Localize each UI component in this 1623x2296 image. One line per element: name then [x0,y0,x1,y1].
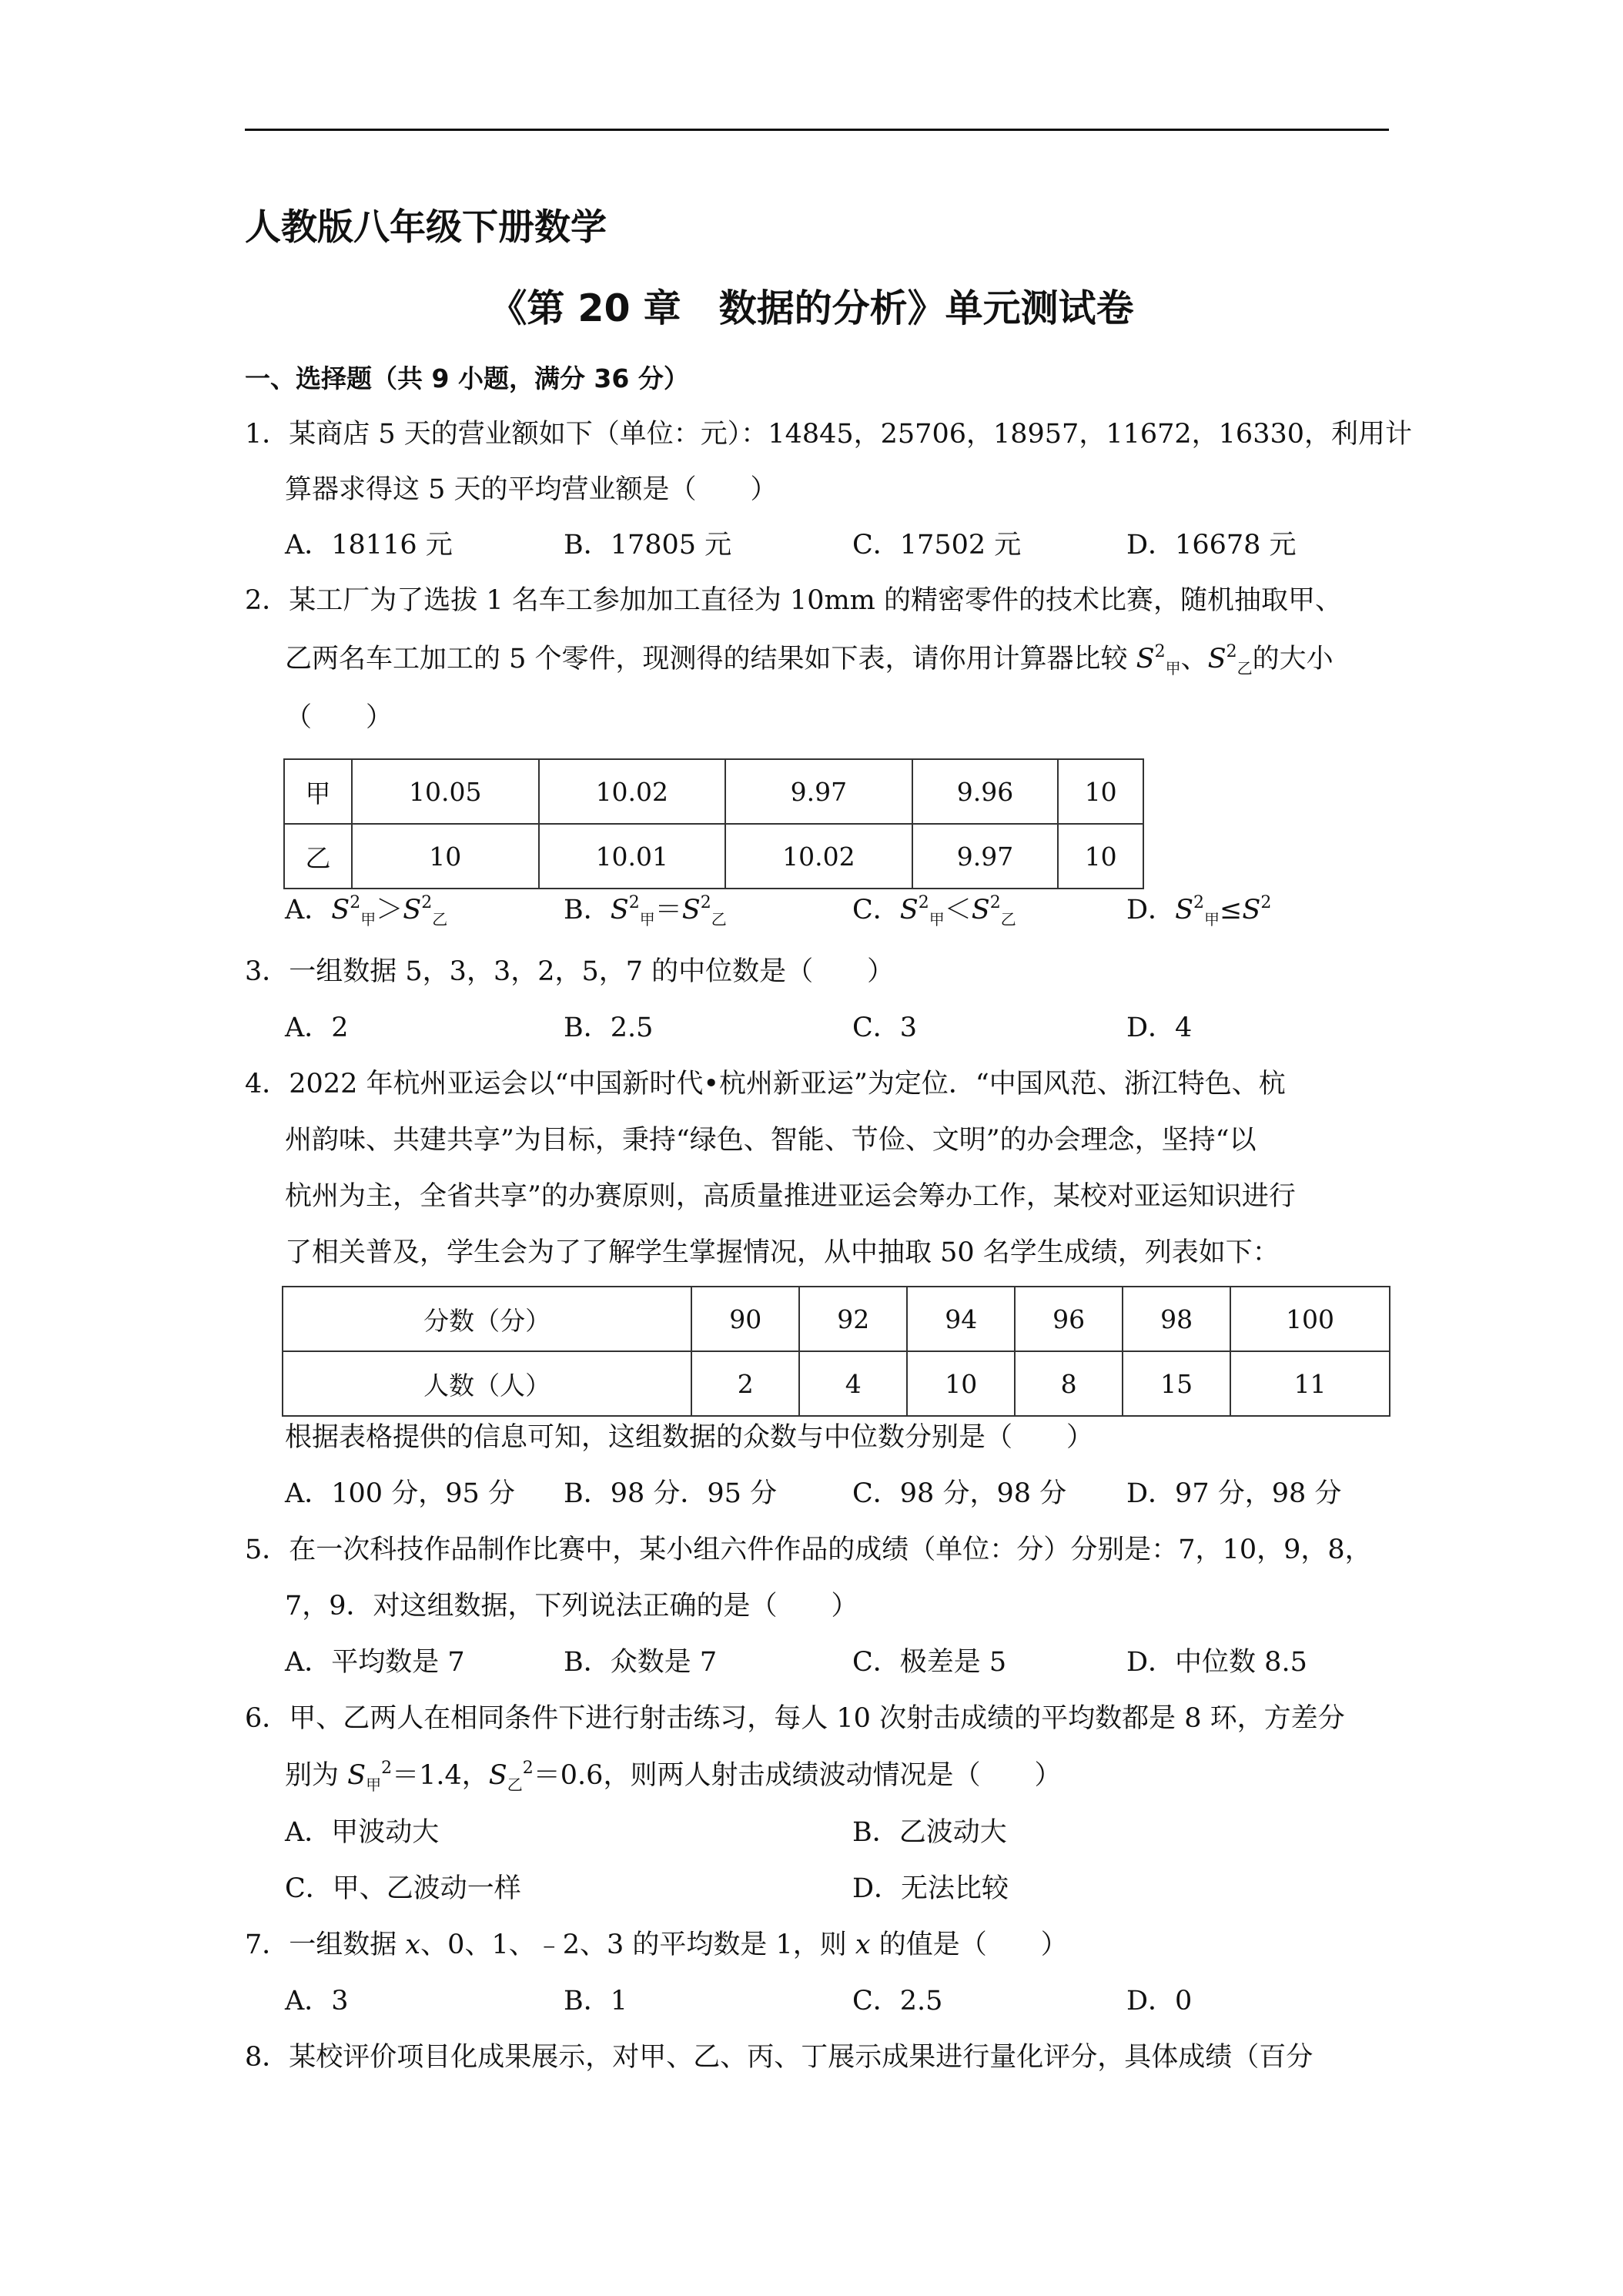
q6-option-b: B．乙波动大 [852,1817,1007,1848]
q1-option-c: C．17502 元 [852,530,1022,561]
q7-option-d: D．0 [1126,1986,1193,2017]
q4-line3: 杭州为主，全省共享”的办赛原则，高质量推进亚运会筹办工作，某校对亚运知识进行 [285,1181,1296,1212]
q4-table [282,1286,1390,1417]
q4-line5: 根据表格提供的信息可知，这组数据的众数与中位数分别是（ ） [285,1422,1094,1453]
table-row [283,1351,1390,1416]
table-cell: 分数（分） [283,1287,691,1351]
q2-table [283,758,1144,889]
table-cell: 10.01 [539,824,726,889]
q1-line2: 算器求得这 5 天的平均营业额是（ ） [285,474,778,505]
q2-option-a: A．$S^2_甲>S^2_乙$ [285,893,448,929]
table-cell: 2 [691,1351,799,1416]
q7-line1: 7．一组数据 x、0、1、﹣2、3 的平均数是 1，则 x 的值是（ ） [245,1930,1068,1960]
table-row [283,1287,1390,1351]
q4-line1: 4．2022 年杭州亚运会以“中国新时代•杭州新亚运”为定位．“中国风范、浙江特色、杭 [245,1069,1286,1099]
table-cell: 11 [1230,1351,1390,1416]
q6-option-d: D．无法比较 [852,1873,1009,1904]
table-cell: 甲 [284,759,352,824]
q3-line1: 3．一组数据 5，3，3，2，5，7 的中位数是（ ） [245,956,895,987]
table-cell: 10 [1058,759,1143,824]
page-title: 《第 20 章 数据的分析》单元测试卷 [489,286,1134,330]
table-cell: 10 [1058,824,1143,889]
table-cell: 98 [1123,1287,1230,1351]
table-cell: 92 [799,1287,907,1351]
q1-option-b: B．17805 元 [564,530,732,561]
table-cell: 90 [691,1287,799,1351]
table-cell: 10 [352,824,539,889]
header-rule [245,129,1389,131]
q5-line1: 5．在一次科技作品制作比赛中，某小组六件作品的成绩（单位：分）分别是：7，10，9，8， [245,1535,1372,1565]
q6-option-a: A．甲波动大 [285,1817,440,1848]
table-cell: 9.96 [912,759,1059,824]
table-row [284,759,1143,824]
table-cell: 4 [799,1351,907,1416]
q7-option-b: B．1 [564,1986,627,2017]
q2-option-d: D．$S^2_甲\le S^2$ [1126,893,1272,929]
q8-line1: 8．某校评价项目化成果展示，对甲、乙、丙、丁展示成果进行量化评分，具体成绩（百分 [245,2042,1313,2073]
q2-option-c: C．$S^2_甲<S^2_乙$ [852,893,1016,929]
q6-option-c: C．甲、乙波动一样 [285,1873,521,1904]
q1-option-d: D．16678 元 [1126,530,1297,561]
q4-option-c: C．98 分，98 分 [852,1478,1067,1509]
q1-option-a: A．18116 元 [285,530,453,561]
table-cell: 15 [1123,1351,1230,1416]
table-cell: 8 [1015,1351,1123,1416]
q4-line4: 了相关普及，学生会为了了解学生掌握情况，从中抽取 50 名学生成绩，列表如下： [285,1237,1280,1268]
q2-option-b: B．$S^2_甲=S^2_乙$ [564,893,727,929]
q4-option-d: D．97 分，98 分 [1126,1478,1342,1509]
section-heading: 一、选择题（共 9 小题，满分 36 分） [245,363,689,393]
q5-option-a: A．平均数是 7 [285,1647,465,1678]
series-title: 人教版八年级下册数学 [245,206,607,249]
table-cell: 9.97 [725,759,912,824]
q4-option-b: B．98 分．95 分 [564,1478,778,1509]
q7-option-c: C．2.5 [852,1986,943,2017]
q4-option-a: A．100 分，95 分 [285,1478,515,1509]
table-cell: 10.02 [539,759,726,824]
table-cell: 10.02 [725,824,912,889]
table-cell: 人数（人） [283,1351,691,1416]
table-cell: 96 [1015,1287,1123,1351]
q3-option-d: D．4 [1126,1012,1193,1043]
q1-line1: 1．某商店 5 天的营业额如下（单位：元）：14845，25706，18957，11672，16330，利用计 [245,419,1413,450]
q7-option-a: A．3 [285,1986,349,2017]
q5-option-d: D．中位数 8.5 [1126,1647,1307,1678]
q5-line2: 7，9．对这组数据，下列说法正确的是（ ） [285,1591,858,1622]
q5-option-b: B．众数是 7 [564,1647,718,1678]
table-cell: 10.05 [352,759,539,824]
q6-line2: 别为 $S_甲^2=1.4$，$S_乙^2=0.6$，则两人射击成绩波动情况是（ ） [285,1759,1062,1794]
q5-option-c: C．极差是 5 [852,1647,1007,1678]
q3-option-b: B．2.5 [564,1012,654,1043]
table-row [284,824,1143,889]
table-cell: 100 [1230,1287,1390,1351]
q4-line2: 州韵味、共建共享”为目标，秉持“绿色、智能、节俭、文明”的办会理念，坚持“以 [285,1125,1257,1156]
q3-option-c: C．3 [852,1012,918,1043]
q3-option-a: A．2 [285,1012,349,1043]
table-cell: 乙 [284,824,352,889]
table-cell: 9.97 [912,824,1059,889]
table-cell: 10 [907,1351,1015,1416]
q2-line1: 2．某工厂为了选拔 1 名车工参加加工直径为 10mm 的精密零件的技术比赛，随机抽取甲、 [245,585,1342,616]
q2-line3: （ ） [285,702,393,733]
table-cell: 94 [907,1287,1015,1351]
q6-line1: 6．甲、乙两人在相同条件下进行射击练习，每人 10 次射击成绩的平均数都是 8 环，方差分 [245,1703,1345,1734]
q2-line2: 乙两名车工加工的 5 个零件，现测得的结果如下表，请你用计算器比较 $S^2_甲$、$S^2_乙$的大小 [285,642,1334,678]
